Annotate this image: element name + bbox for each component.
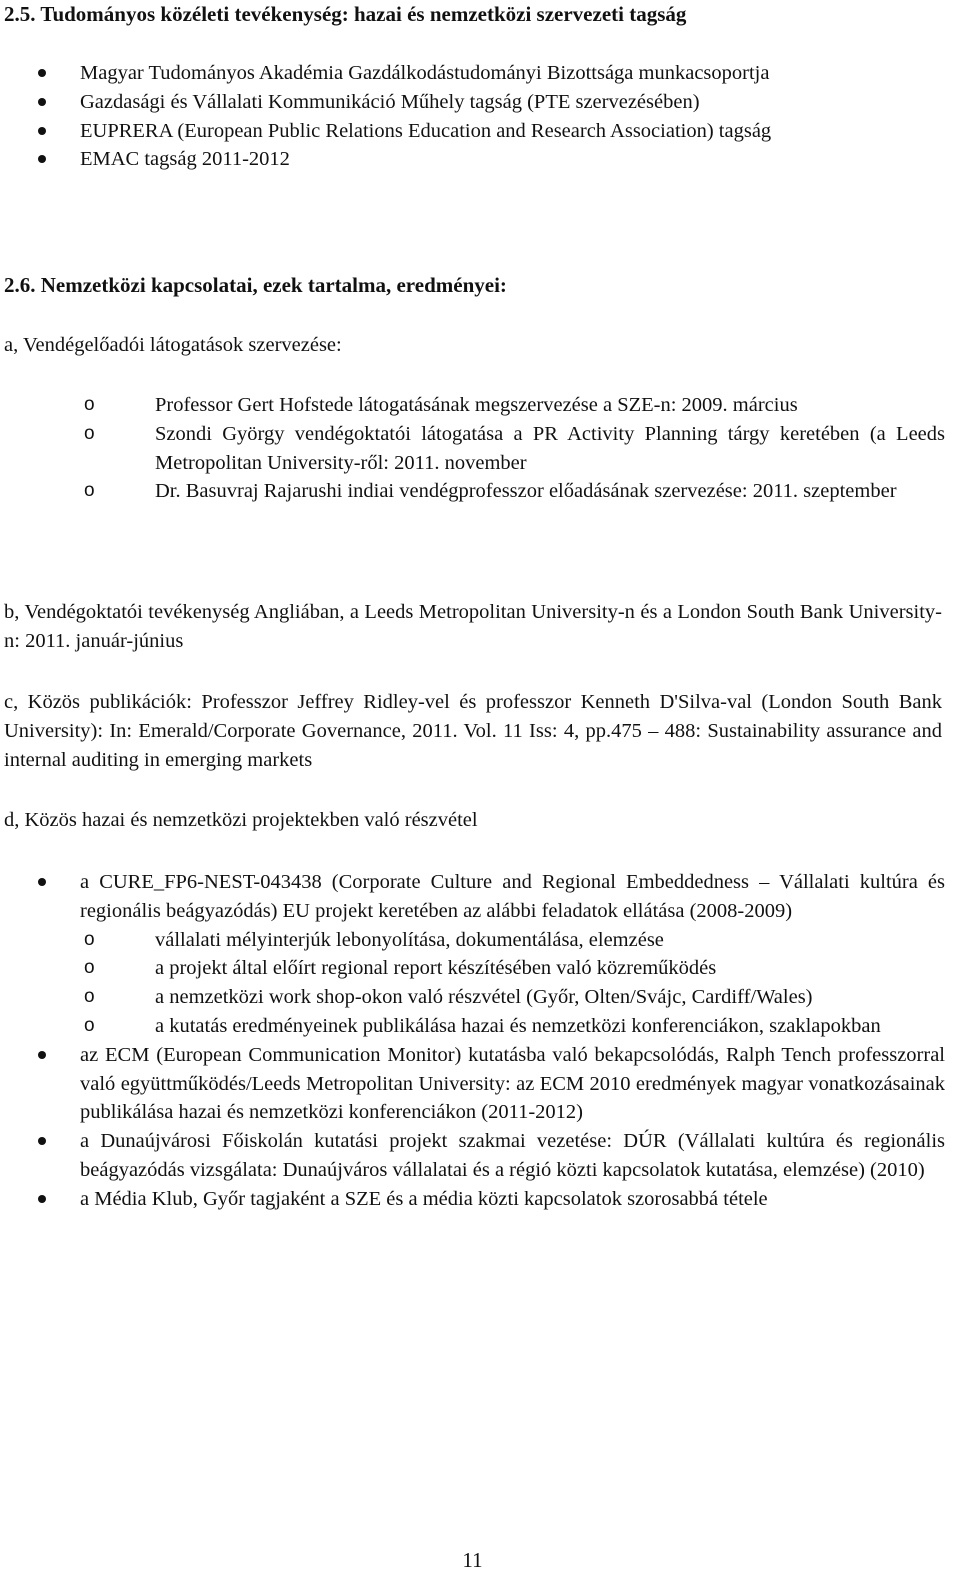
list-item: o vállalati mélyinterjúk lebonyolítása, dokumentálása, elemzése xyxy=(80,926,945,955)
list-item: EUPRERA (European Public Relations Education and Research Association) tagság xyxy=(0,117,945,146)
list-item: Gazdasági és Vállalati Kommunikáció Műhely tagság (PTE szervezésében) xyxy=(0,88,945,117)
membership-list xyxy=(0,59,945,174)
project-tasks-list xyxy=(80,926,945,1041)
list-item: a CURE_FP6-NEST-043438 (Corporate Culture and Regional Embeddedness – Vállalati kultúra és regionális beágyazódás) EU projekt keretében az alábbi feladatok ellátása (2008-2009) o vállalati mélyinterjúk lebonyolítása, dokumentálása, elemzése o a projekt által előírt regional report készítésében való közreműködés o a nemzetközi work shop-okon való részvétel (Győr, Olten/Svájc, Cardiff/Wales) o a kutatás eredményeinek publikálása hazai és nemzetközi konferenciákon, szaklapokban xyxy=(0,868,945,1041)
list-item: EMAC tagság 2011-2012 xyxy=(0,145,945,174)
circle-bullet-icon: o xyxy=(84,928,95,950)
bullet-icon xyxy=(38,878,46,886)
list-item: az ECM (European Communication Monitor) kutatásba való bekapcsolódás, Ralph Tench professzorral való együttműködés/Leeds Metropolitan University: az ECM 2010 eredmények magyar vonatkozásainak publikálása hazai és nemzetközi konferenciákon (2011-2012) xyxy=(0,1041,945,1127)
circle-bullet-icon: o xyxy=(84,480,95,502)
list-item: o a nemzetközi work shop-okon való részvétel (Győr, Olten/Svájc, Cardiff/Wales) xyxy=(80,983,945,1012)
bullet-icon xyxy=(38,69,46,77)
guest-lecture-list xyxy=(0,391,945,506)
list-item: o Dr. Basuvraj Rajarushi indiai vendégprofesszor előadásának szervezése: 2011. szeptember xyxy=(0,477,945,506)
bullet-icon xyxy=(38,1137,46,1145)
subsection-c-text: c, Közös publikációk: Professzor Jeffrey Ridley-vel és professzor Kenneth D'Silva-val (London South Bank University): In: Emerald/Corporate Governance, 2011. Vol. 11 Iss: 4, pp.475 – 488: Sustainability assurance and internal auditing in emerging markets xyxy=(4,691,942,771)
bullet-icon xyxy=(38,98,46,106)
list-item: a Dunaújvárosi Főiskolán kutatási projekt szakmai vezetése: DÚR (Vállalati kultúra és regionális beágyazódás vizsgálata: Dunaújváros vállalatai és a régió közti kapcsolatok kutatása, elemzése) (2010) xyxy=(0,1127,945,1185)
projects-list xyxy=(0,868,945,1214)
page-number: 11 xyxy=(462,1548,483,1572)
circle-bullet-icon: o xyxy=(84,394,95,415)
bullet-icon xyxy=(38,1195,46,1203)
subsection-d-label: d, Közös hazai és nemzetközi projektekben való részvétel xyxy=(4,809,478,831)
bullet-icon xyxy=(38,127,46,135)
list-item: a Média Klub, Győr tagjaként a SZE és a média közti kapcsolatok szorosabbá tétele xyxy=(0,1185,945,1214)
circle-bullet-icon: o xyxy=(84,986,95,1008)
list-item: o Professor Gert Hofstede látogatásának megszervezése a SZE-n: 2009. március xyxy=(0,391,945,420)
section-heading-2-6: 2.6. Nemzetközi kapcsolatai, ezek tartalma, eredményei: xyxy=(4,273,507,297)
list-item: o Szondi György vendégoktatói látogatása a PR Activity Planning tárgy keretében (a Leeds Metropolitan University-ről: 2011. november xyxy=(0,420,945,478)
list-item: o a projekt által előírt regional report készítésében való közreműködés xyxy=(80,954,945,983)
subsection-b-text: b, Vendégoktatói tevékenység Angliában, a Leeds Metropolitan University-n és a London South Bank University-n: 2011. január-június xyxy=(4,601,942,652)
list-item: o a kutatás eredményeinek publikálása hazai és nemzetközi konferenciákon, szaklapokban xyxy=(80,1012,945,1041)
bullet-icon xyxy=(38,1051,46,1059)
circle-bullet-icon: o xyxy=(84,422,95,444)
list-item: Magyar Tudományos Akadémia Gazdálkodástudományi Bizottsága munkacsoportja xyxy=(0,59,945,88)
section-heading-2-5: 2.5. Tudományos közéleti tevékenység: hazai és nemzetközi szervezeti tagság xyxy=(4,2,687,26)
subsection-a-label: a, Vendégelőadói látogatások szervezése: xyxy=(4,334,342,356)
circle-bullet-icon: o xyxy=(84,1014,95,1036)
bullet-icon xyxy=(38,155,46,163)
circle-bullet-icon: o xyxy=(84,957,95,979)
